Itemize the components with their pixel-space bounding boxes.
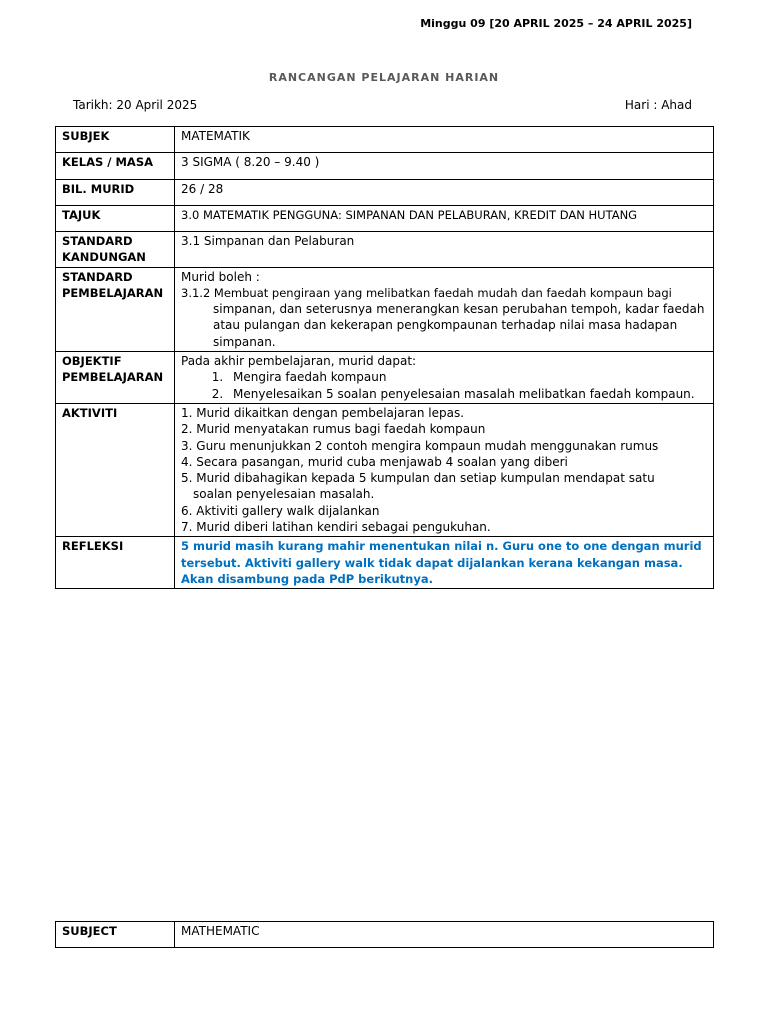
row-students <box>56 180 714 206</box>
objective-item: 1. Mengira faedah kompaun <box>227 369 707 385</box>
learning-standard-line-4: simpanan. <box>213 334 276 349</box>
row-topic <box>56 206 714 232</box>
subject-value: MATEMATIK <box>175 127 714 153</box>
subject-en-value: MATHEMATIC <box>175 922 714 948</box>
row-subject-en <box>56 922 714 948</box>
page-title: RANCANGAN PELAJARAN HARIAN <box>268 71 500 84</box>
students-label: BIL. MURID <box>56 180 175 206</box>
learning-standard-line-1: 3.1.2 Membuat pengiraan yang melibatkan faedah mudah dan faedah kompaun bagi <box>181 285 672 300</box>
class-value: 3 SIGMA ( 8.20 – 9.40 ) <box>175 153 714 180</box>
lesson-day: Hari : Ahad <box>624 98 692 112</box>
row-activities <box>56 403 714 536</box>
content-standard-value: 3.1 Simpanan dan Pelaburan <box>175 232 714 268</box>
activity-item: 1. Murid dikaitkan dengan pembelajaran lepas. <box>181 405 465 420</box>
objectives-label-line-2: PEMBELAJARAN <box>62 370 164 385</box>
objectives-value <box>175 352 714 404</box>
learning-standard-label-line-2: PEMBELAJARAN <box>62 285 164 300</box>
activities-label: AKTIVITI <box>56 403 175 536</box>
activity-item: 2. Murid menyatakan rumus bagi faedah kompaun <box>181 422 486 437</box>
activity-item: 4. Secara pasangan, murid cuba menjawab 4 soalan yang diberi <box>181 454 568 469</box>
learning-standard-line-3: atau pulangan dan kekerapan pengkompaunan terhadap nilai masa hadapan <box>213 318 678 333</box>
activity-item: 7. Murid diberi latihan kendiri sebagai pengukuhan. <box>181 520 491 535</box>
objectives-list <box>181 369 707 402</box>
row-content-standard <box>56 232 714 268</box>
objectives-label-line-1: OBJEKTIF <box>62 354 122 369</box>
learning-standard-intro: Murid boleh : <box>181 269 260 284</box>
activities-value <box>175 403 714 536</box>
content-standard-label-line-2: KANDUNGAN <box>62 250 146 265</box>
students-value: 26 / 28 <box>175 180 714 206</box>
lesson-plan-table <box>55 126 714 589</box>
topic-value: 3.0 MATEMATIK PENGGUNA: SIMPANAN DAN PELABURAN, KREDIT DAN HUTANG <box>175 206 714 232</box>
class-label: KELAS / MASA <box>56 153 175 180</box>
row-learning-standard <box>56 267 714 351</box>
learning-standard-line-2: simpanan, dan seterusnya menerangkan kesan perubahan tempoh, kadar faedah <box>213 302 705 317</box>
activity-item: 3. Guru menunjukkan 2 contoh mengira kompaun mudah menggunakan rumus <box>181 438 659 453</box>
second-lesson-plan-table <box>55 921 714 948</box>
reflection-value: 5 murid masih kurang mahir menentukan nilai n. Guru one to one dengan murid tersebut. Aktiviti gallery walk tidak dapat dijalankan kerana kekangan masa. Akan disambung pada PdP berikutnya. <box>175 537 714 589</box>
week-range: Minggu 09 [20 APRIL 2025 – 24 APRIL 2025] <box>420 17 692 30</box>
objectives-label <box>56 352 175 404</box>
reflection-label: REFLEKSI <box>56 537 175 589</box>
objectives-intro: Pada akhir pembelajaran, murid dapat: <box>181 354 417 369</box>
subject-en-label: SUBJECT <box>56 922 175 948</box>
content-standard-label-line-1: STANDARD <box>62 234 133 248</box>
learning-standard-label <box>56 267 175 351</box>
learning-standard-value <box>175 267 714 351</box>
learning-standard-label-line-1: STANDARD <box>62 269 133 284</box>
row-reflection <box>56 537 714 589</box>
content-standard-label <box>56 232 175 268</box>
row-subject <box>56 127 714 153</box>
subject-label: SUBJEK <box>56 127 175 153</box>
activity-item: 6. Aktiviti gallery walk dijalankan <box>181 503 380 518</box>
objective-item: 2. Menyelesaikan 5 soalan penyelesaian masalah melibatkan faedah kompaun. <box>227 386 707 402</box>
activity-item: 5. Murid dibahagikan kepada 5 kumpulan dan setiap kumpulan mendapat satu soalan penyelesaian masalah. <box>181 471 655 502</box>
row-class <box>56 153 714 180</box>
topic-label: TAJUK <box>56 206 175 232</box>
row-objectives <box>56 352 714 404</box>
lesson-date: Tarikh: 20 April 2025 <box>73 98 198 112</box>
